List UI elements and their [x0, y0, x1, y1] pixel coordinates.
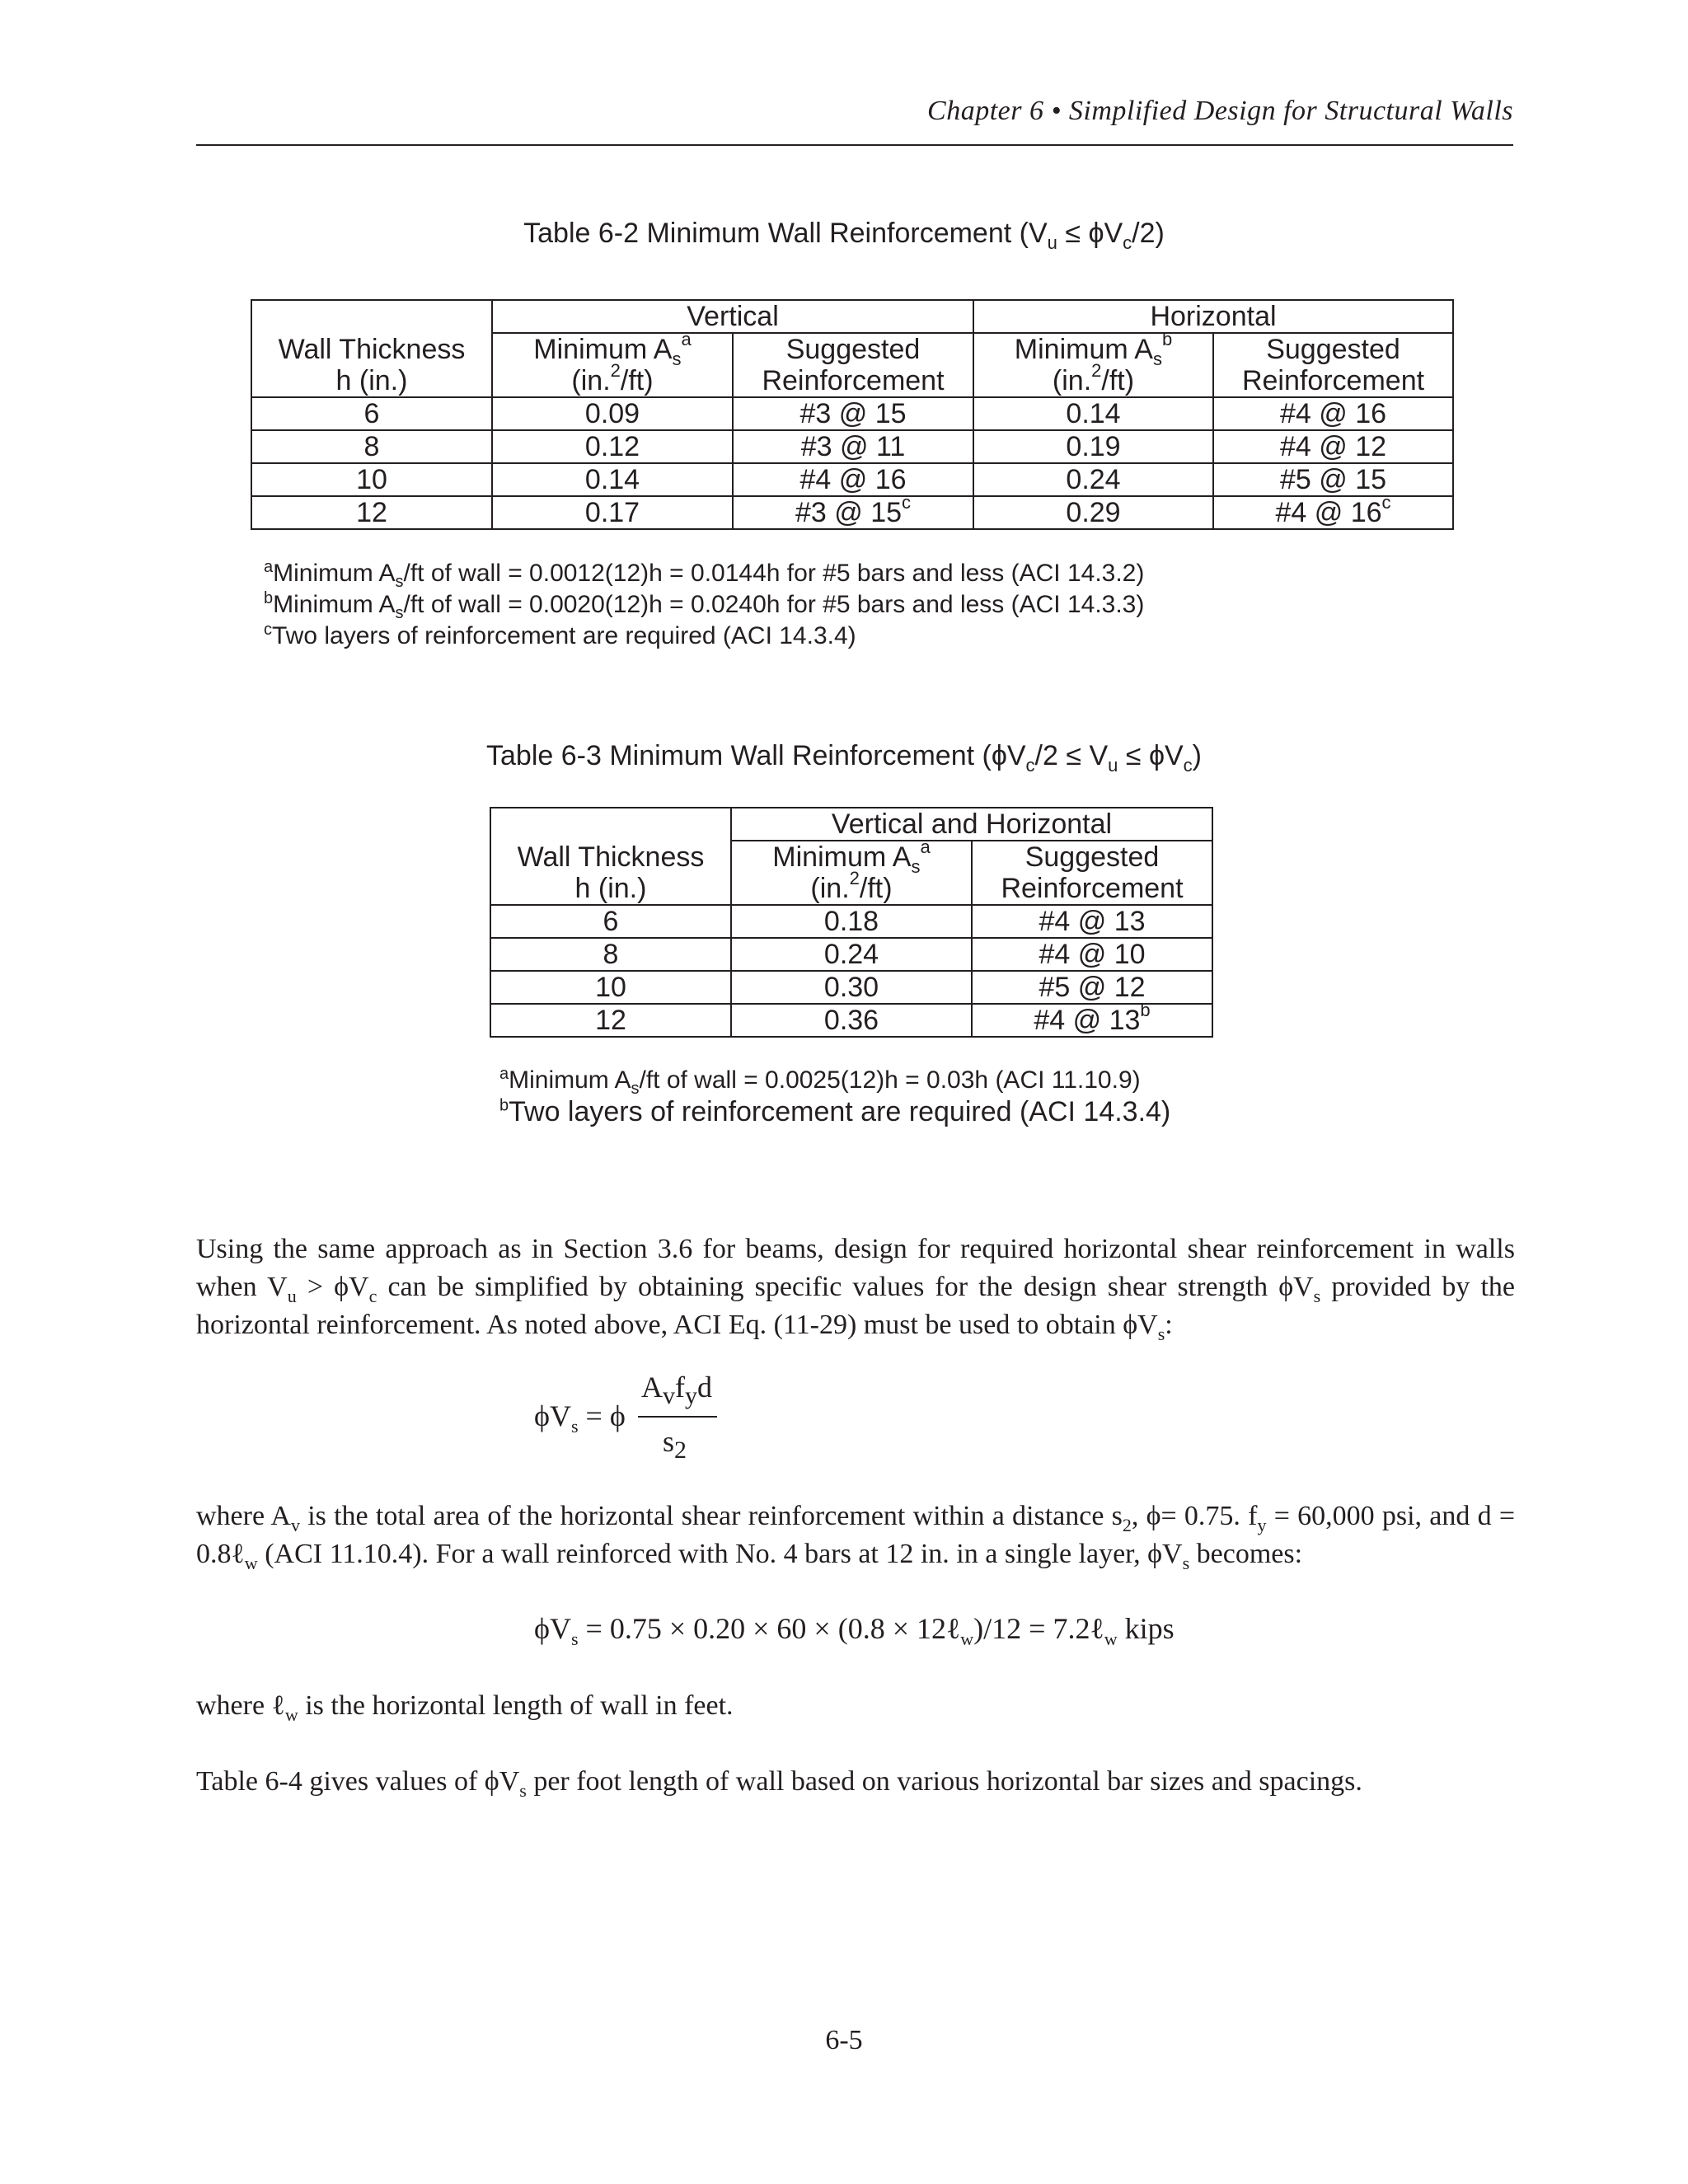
cell-horizontal-as: 0.14 — [973, 397, 1213, 430]
table-row — [490, 905, 1212, 938]
table-6-2-notes — [264, 558, 1144, 652]
cell-thickness: 10 — [251, 463, 492, 496]
table-6-2-blank-head — [251, 300, 492, 333]
cell-as: 0.24 — [731, 938, 972, 971]
footnote: $^b$Minimum $A_s/ft$ of wall = 0.0020(12)h = 0.0240h for #5 bars and less (ACI 14.3.3) — [264, 589, 1145, 622]
cell-thickness: 12 — [251, 496, 492, 529]
body-paragraph-1: Using the same approach as in Section 3.6 for beams, design for required horizontal shear reinforcement in walls when $V_u > \phi V_c$ can be simplified by obtaining specific values for the design shear strength $\phi V_s$ provided by the horizontal reinforcement. As noted above, ACI Eq. (11-29) must be used to obtain $\phi V_s$: — [196, 1234, 1515, 1344]
col-vertical-min-as: Minimum $A_s^a$ — [492, 333, 733, 365]
footnote: $^a$Minimum $A_s/ft$ of wall = 0.0012(12)h = 0.0144h for #5 bars and less (ACI 14.3.2) — [264, 558, 1145, 591]
col-min-as: Minimum $A_s^a$ — [731, 841, 972, 873]
cell-vertical-reinf: #3 @ 11 — [733, 430, 973, 463]
equation-1-lhs: $\phi V_s = \phi$ — [534, 1399, 626, 1437]
cell-reinf: #5 @ 12 — [972, 971, 1212, 1004]
footnote: $^c$Two layers of reinforcement are required (ACI 14.3.4) — [264, 621, 856, 649]
col-units: (in.$^2$/ft) — [731, 873, 972, 905]
cell-as: 0.30 — [731, 971, 972, 1004]
table-6-2-group-header — [251, 300, 1453, 333]
table-6-2-vertical-head: Vertical — [492, 300, 973, 333]
table-6-3-col-header-2 — [490, 873, 1212, 905]
table-row — [251, 430, 1453, 463]
table-6-3 — [490, 807, 1213, 1038]
footnote: $^a$Minimum $A_s/ft$ of wall = 0.0025(12)h = 0.03h (ACI 11.10.9) — [499, 1065, 1141, 1098]
cell-as: 0.18 — [731, 905, 972, 938]
table-6-3-vert-horiz-head: Vertical and Horizontal — [731, 808, 1212, 841]
cell-vertical-as: 0.17 — [492, 496, 733, 529]
cell-horizontal-reinf: #5 @ 15 — [1213, 463, 1453, 496]
body-paragraph-3: where ℓ$_w$ is the horizontal length of wall in feet. — [196, 1690, 734, 1725]
equation-2: $\phi V_s = 0.75 \times 0.20 \times 60 \times (0.8$ × 12ℓ$_w$)/12 = 7.2ℓ$_w$ kips — [534, 1612, 1175, 1650]
col-vertical-reinforcement: Reinforcement — [733, 365, 973, 397]
cell-thickness: 8 — [251, 430, 492, 463]
cell-thickness: 8 — [490, 938, 731, 971]
page-number: 6-5 — [825, 2025, 863, 2055]
body-paragraph-4: Table 6-4 gives values of $\phi V_s$ per foot length of wall based on various horizontal bar sizes and spacings. — [196, 1766, 1362, 1801]
col-horizontal-units: (in.$^2$/ft) — [973, 365, 1213, 397]
table-row — [251, 496, 1453, 529]
col-horizontal-suggested: Suggested — [1213, 333, 1453, 365]
equation-1-denominator: $s_2$ — [663, 1425, 687, 1465]
col-thickness-unit: h (in.) — [251, 365, 492, 397]
table-6-3-notes — [499, 1065, 1170, 1127]
table-6-3-blank-head — [490, 808, 731, 841]
cell-horizontal-reinf: #4 @ 16 — [1213, 397, 1453, 430]
table-6-2-horizontal-head: Horizontal — [973, 300, 1453, 333]
col-thickness-unit: h (in.) — [490, 873, 731, 905]
running-header: Chapter 6 • Simplified Design for Structural Walls — [927, 96, 1513, 126]
col-thickness-label: Wall Thickness — [251, 333, 492, 365]
cell-thickness: 6 — [490, 905, 731, 938]
footnote: $^b$Two layers of reinforcement are required (ACI 14.3.4) — [499, 1096, 1171, 1127]
table-6-3-caption: Table 6-3 Minimum Wall Reinforcement $(\phi V_c/2 \le V_u \le \phi V_c)$ — [486, 740, 1202, 776]
cell-horizontal-as: 0.19 — [973, 430, 1213, 463]
cell-thickness: 6 — [251, 397, 492, 430]
cell-vertical-reinf: #4 @ 16 — [733, 463, 973, 496]
col-horizontal-min-as: Minimum $A_s^b$ — [973, 333, 1213, 365]
table-row — [251, 463, 1453, 496]
cell-vertical-as: 0.14 — [492, 463, 733, 496]
table-row — [251, 397, 1453, 430]
col-reinforcement: Reinforcement — [972, 873, 1212, 905]
table-6-2-col-header-1 — [251, 333, 1453, 365]
cell-horizontal-reinf: #4 @ 12 — [1213, 430, 1453, 463]
cell-horizontal-reinf: #4 @ 16$^c$ — [1213, 496, 1453, 529]
header-rule — [196, 144, 1513, 146]
table-row — [490, 971, 1212, 1004]
table-6-3-group-header — [490, 808, 1212, 841]
table-6-2-col-header-2 — [251, 365, 1453, 397]
cell-horizontal-as: 0.29 — [973, 496, 1213, 529]
col-thickness-label: Wall Thickness — [490, 841, 731, 873]
table-6-2 — [251, 299, 1454, 530]
body-paragraph-2: where $A_v$ is the total area of the horizontal shear reinforcement within a distance $s_2$, ϕ= 0.75. $f_y = 60,000$ psi, and d = 0.8ℓ$_w$ (ACI 11.10.4). For a wall reinforced with No. 4 bars at 12 in. in a single layer, $\phi V_s$ becomes: — [196, 1501, 1515, 1573]
cell-reinf: #4 @ 10 — [972, 938, 1212, 971]
cell-reinf: #4 @ 13$^b$ — [972, 1004, 1212, 1037]
cell-thickness: 12 — [490, 1004, 731, 1037]
cell-vertical-reinf: #3 @ 15 — [733, 397, 973, 430]
table-row — [490, 938, 1212, 971]
cell-reinf: #4 @ 13 — [972, 905, 1212, 938]
cell-thickness: 10 — [490, 971, 731, 1004]
col-horizontal-reinforcement: Reinforcement — [1213, 365, 1453, 397]
cell-vertical-reinf: #3 @ 15$^c$ — [733, 496, 973, 529]
col-suggested: Suggested — [972, 841, 1212, 873]
cell-horizontal-as: 0.24 — [973, 463, 1213, 496]
col-vertical-units: (in.$^2$/ft) — [492, 365, 733, 397]
col-vertical-suggested: Suggested — [733, 333, 973, 365]
cell-vertical-as: 0.09 — [492, 397, 733, 430]
table-6-2-caption: Table 6-2 Minimum Wall Reinforcement $(V_u \le \phi V_c/2)$ — [523, 218, 1165, 253]
cell-as: 0.36 — [731, 1004, 972, 1037]
equation-1-fraction-bar — [638, 1416, 717, 1418]
table-row — [490, 1004, 1212, 1037]
equation-1-numerator: $A_vf_yd$ — [641, 1371, 712, 1410]
cell-vertical-as: 0.12 — [492, 430, 733, 463]
